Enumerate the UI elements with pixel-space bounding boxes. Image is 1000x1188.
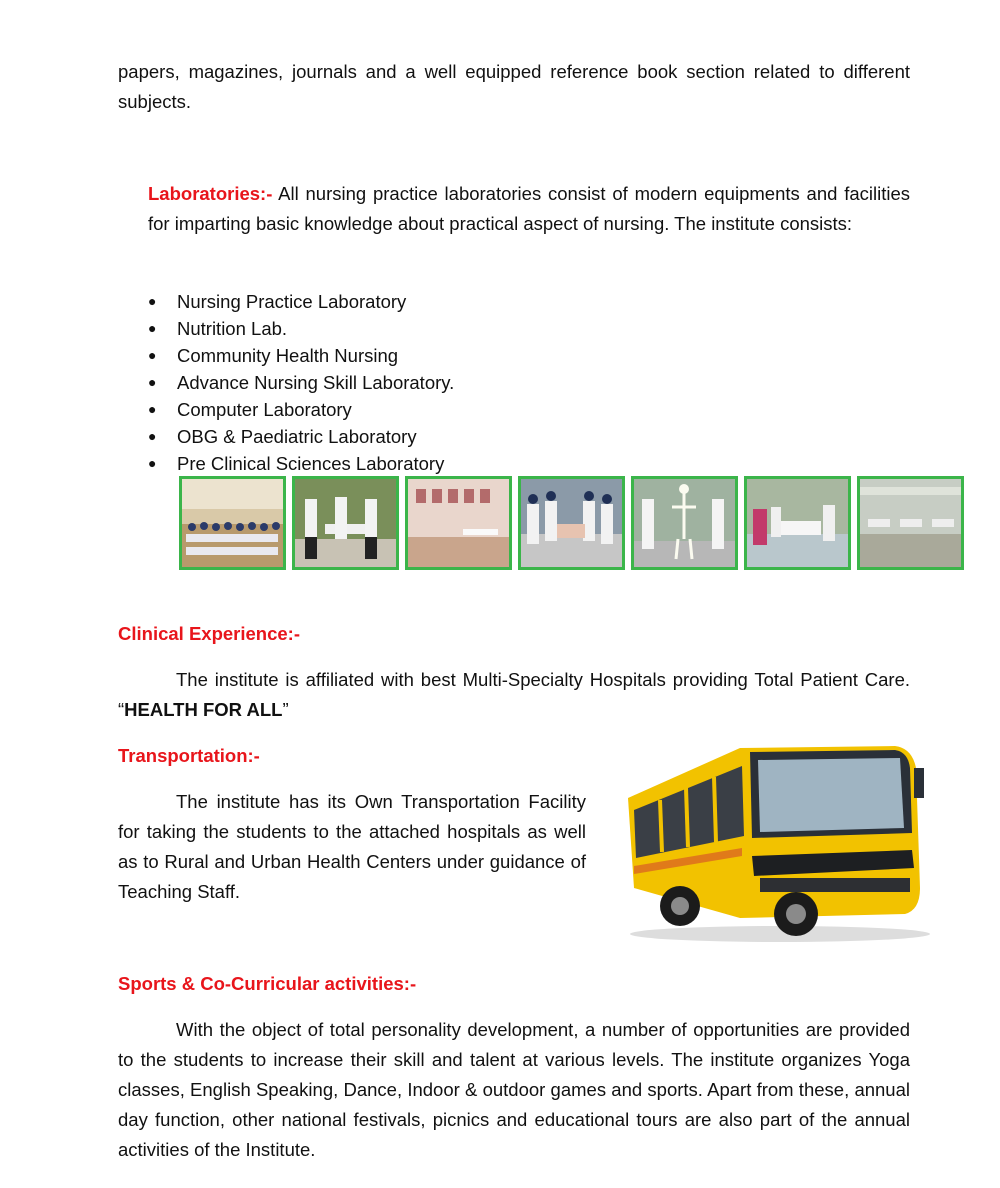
ward-photo: [857, 476, 964, 570]
anatomy-lab-photo: [631, 476, 738, 570]
bullet-icon: ●: [148, 428, 157, 444]
list-item: ● Pre Clinical Sciences Laboratory: [148, 450, 648, 477]
list-item: ● OBG & Paediatric Laboratory: [148, 423, 648, 450]
health-for-all-emphasis: HEALTH FOR ALL: [124, 699, 283, 720]
bullet-icon: ●: [148, 401, 157, 417]
school-bus-image: [620, 738, 930, 944]
bullet-icon: ●: [148, 374, 157, 390]
laboratories-text: All nursing practice laboratories consist of modern equipments and facilities for imparting basic knowledge about practical aspect of nursing. The institute consists:: [148, 183, 910, 234]
transportation-heading: Transportation:-: [118, 745, 260, 766]
skill-lab-photo: [292, 476, 399, 570]
list-item: ● Nursing Practice Laboratory: [148, 288, 648, 315]
obg-lab-photo: [744, 476, 851, 570]
transportation-paragraph: The institute has its Own Transportation Facility for taking the students to the attached hospitals as well as to Rural and Urban Health Centers under guidance of Teaching Staff.: [118, 791, 586, 902]
bullet-icon: ●: [148, 320, 157, 336]
intro-paragraph: papers, magazines, journals and a well equipped reference book section related to different subjects.: [118, 61, 910, 112]
clinical-experience-heading: Clinical Experience:-: [118, 623, 300, 644]
sports-paragraph: With the object of total personality development, a number of opportunities are provided to the students to increase their skill and talent at various levels. The institute organizes Yoga classes, English Speaking, Dance, Indoor & outdoor games and sports. Apart from these, annual day function, other national festivals, picnics and educational tours are also part of the annual activities of the Institute.: [118, 1019, 910, 1160]
sports-heading: Sports & Co-Curricular activities:-: [118, 973, 417, 994]
clinical-paragraph: The institute is affiliated with best Multi-Specialty Hospitals providing Total Patient Care. “HEALTH FOR ALL”: [118, 669, 910, 720]
bullet-icon: ●: [148, 293, 157, 309]
bullet-icon: ●: [148, 455, 157, 471]
list-item: ● Community Health Nursing: [148, 342, 648, 369]
list-item: ● Advance Nursing Skill Laboratory.: [148, 369, 648, 396]
laboratories-heading: Laboratories:-: [148, 183, 273, 204]
classroom-photo: [179, 476, 286, 570]
bullet-icon: ●: [148, 347, 157, 363]
list-item: ● Nutrition Lab.: [148, 315, 648, 342]
nursing-practice-photo: [518, 476, 625, 570]
laboratories-paragraph: [148, 179, 910, 239]
list-item: ● Computer Laboratory: [148, 396, 648, 423]
laboratories-list: [148, 288, 648, 477]
nutrition-lab-photo: [405, 476, 512, 570]
laboratory-photo-strip: [179, 476, 965, 570]
